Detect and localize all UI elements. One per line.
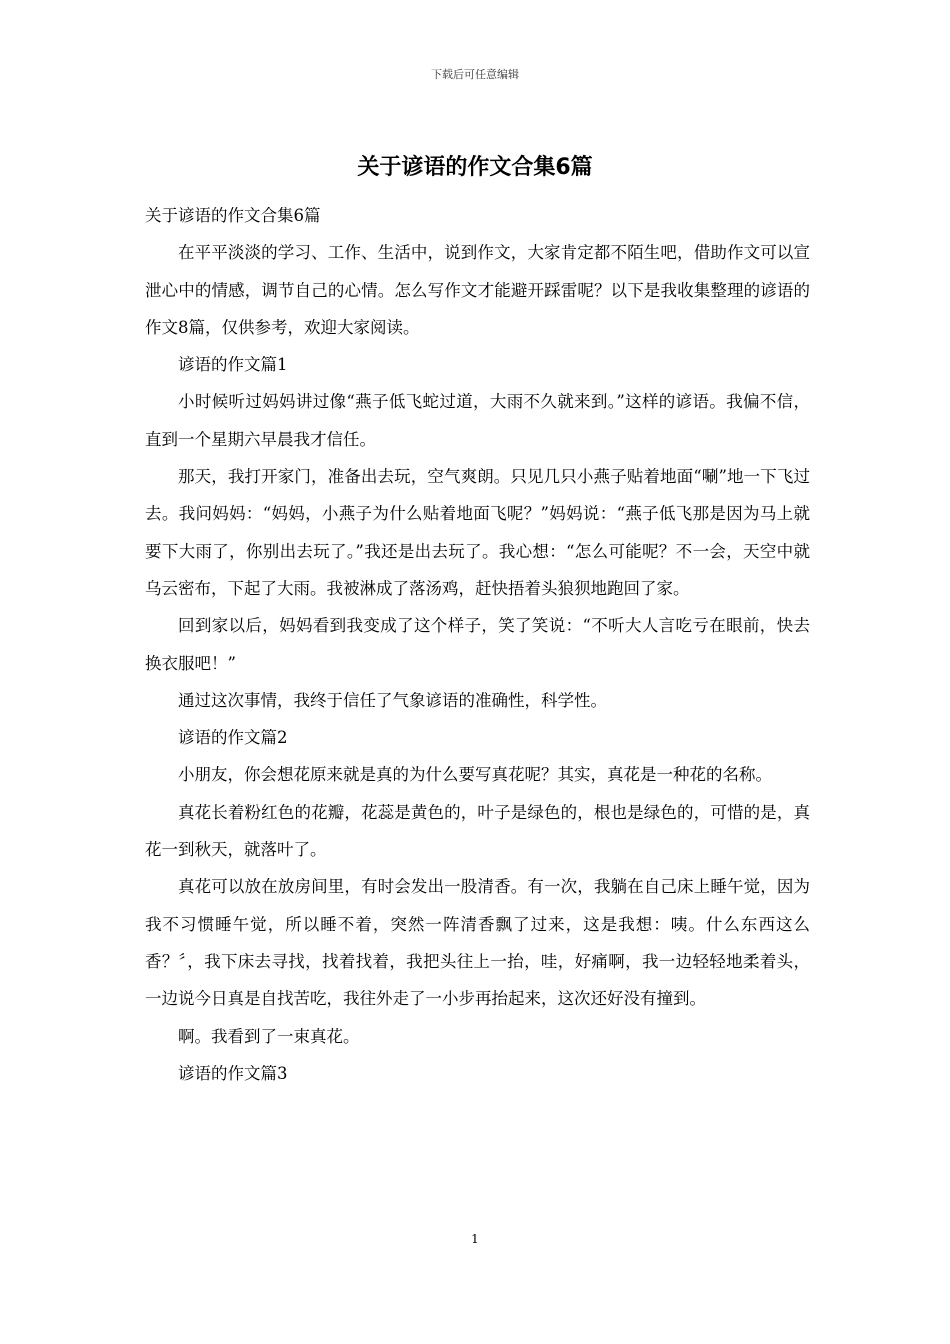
section-heading: 谚语的作文篇3	[178, 1063, 288, 1083]
paragraph: 小时候听过妈妈讲过像“燕子低飞蛇过道，大雨不久就来到。”这样的谚语。我偏不信，直到一个星期六早晨我才信任。	[145, 392, 810, 449]
document-title: 关于谚语的作文合集6篇	[357, 155, 593, 180]
paragraph: 回到家以后，妈妈看到我变成了这个样子，笑了笑说：“不听大人言吃亏在眼前，快去换衣服吧！”	[145, 616, 810, 673]
paragraph: 关于谚语的作文合集6篇	[145, 206, 321, 225]
paragraph: 真花长着粉红色的花瓣，花蕊是黄色的，叶子是绿色的，根也是绿色的，可惜的是，真花一到秋天，就落叶了。	[145, 802, 810, 860]
page-number: 1	[471, 1232, 479, 1246]
paragraph: 通过这次事情，我终于信任了气象谚语的准确性，科学性。	[178, 690, 607, 710]
paragraph: 真花可以放在放房间里，有时会发出一股清香。有一次，我躺在自己床上睡午觉，因为我不习惯睡午觉，所以睡不着，突然一阵清香飘了过来，这是我想：咦。什么东西这么香？〞，我下床去寻找，找着找着，我把头往上一抬，哇，好痛啊，我一边轻轻地柔着头，一边说今日真是自找苦吃，我往外走了一小步再抬起来，这次还好没有撞到。	[145, 877, 810, 1009]
document-body	[145, 197, 810, 1092]
section-heading: 谚语的作文篇1	[178, 355, 288, 375]
paragraph: 啊。我看到了一束真花。	[178, 1026, 360, 1046]
paragraph: 那天，我打开家门，准备出去玩，空气爽朗。只见几只小燕子贴着地面“唰”地一下飞过去。我问妈妈：“妈妈，小燕子为什么贴着地面飞呢？”妈妈说：“燕子低飞那是因为马上就要下大雨了，你别出去玩了。”我还是出去玩了。我心想：“怎么可能呢？不一会，天空中就乌云密布，下起了大雨。我被淋成了落汤鸡，赶快捂着头狼狈地跑回了家。	[145, 467, 810, 598]
page-header: 下载后可任意编辑	[431, 68, 519, 81]
section-heading: 谚语的作文篇2	[178, 728, 288, 748]
paragraph: 在平平淡淡的学习、工作、生活中，说到作文，大家肯定都不陌生吧，借助作文可以宣泄心中的情感，调节自己的心情。怎么写作文才能避开踩雷呢？以下是我收集整理的谚语的作文8篇，仅供参考，欢迎大家阅读。	[145, 243, 810, 337]
paragraph: 小朋友，你会想花原来就是真的为什么要写真花呢？其实，真花是一种花的名称。	[178, 765, 772, 785]
